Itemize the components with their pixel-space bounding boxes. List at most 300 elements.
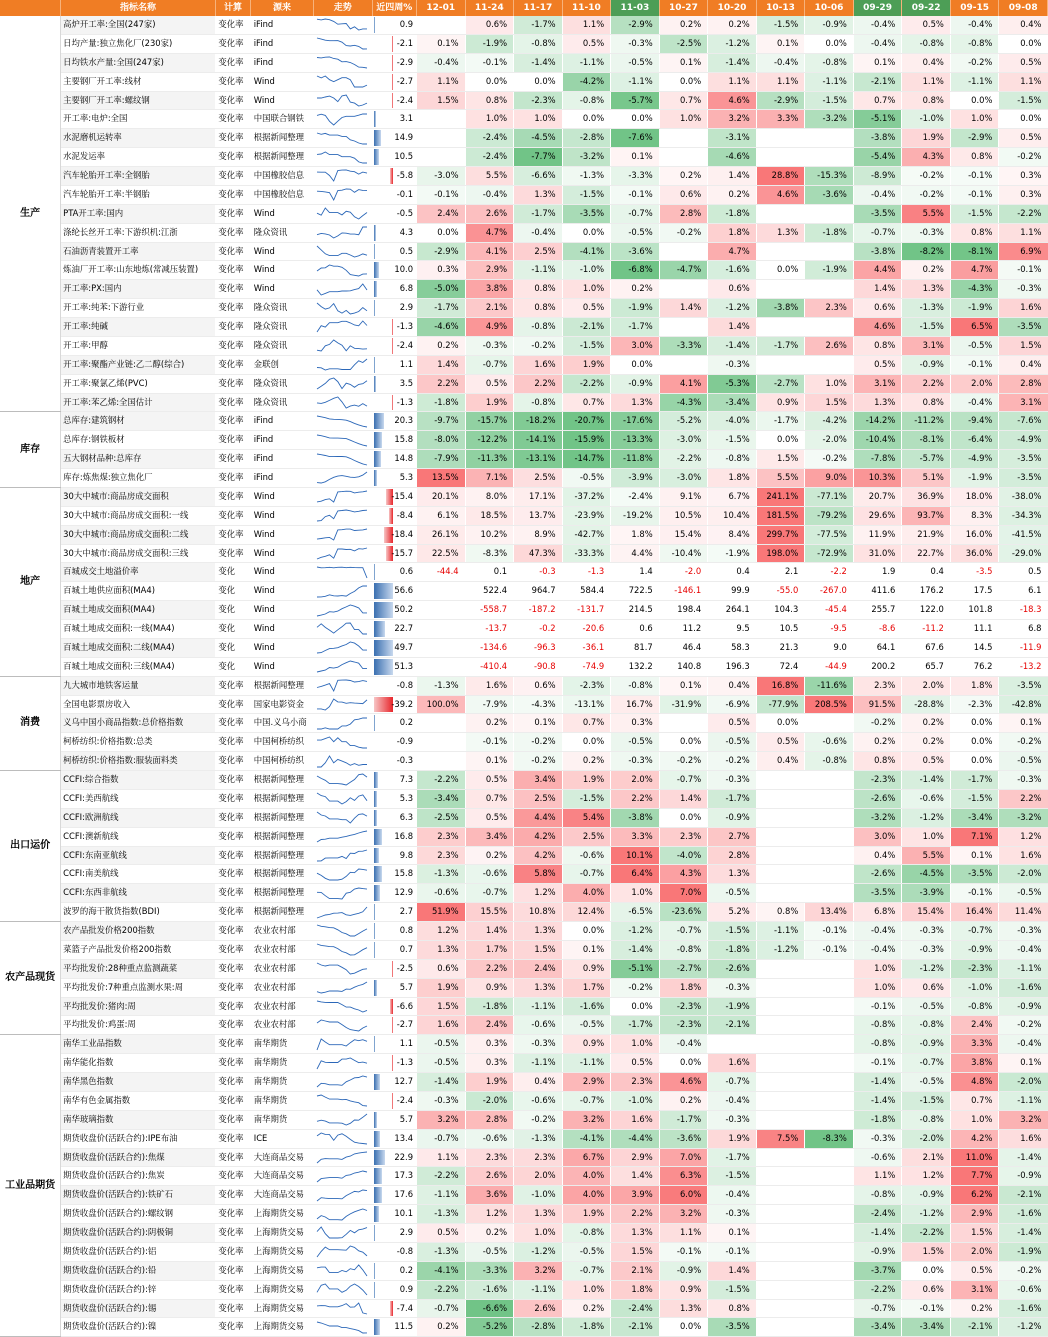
- value-cell[interactable]: 1.9%: [708, 1129, 757, 1148]
- table-row[interactable]: [0, 620, 1048, 639]
- value-cell[interactable]: 241.1%: [756, 487, 805, 506]
- value-cell[interactable]: 0.5%: [465, 374, 514, 393]
- value-cell[interactable]: -1.2%: [708, 34, 757, 53]
- value-cell[interactable]: 1.9%: [562, 1205, 611, 1224]
- value-cell[interactable]: 0.2%: [417, 1318, 466, 1337]
- value-cell[interactable]: -1.1%: [756, 922, 805, 941]
- value-cell[interactable]: -1.0%: [950, 978, 999, 997]
- value-cell[interactable]: -0.8%: [659, 940, 708, 959]
- value-cell[interactable]: 0.4%: [999, 355, 1048, 374]
- value-cell[interactable]: -31.9%: [659, 695, 708, 714]
- value-cell[interactable]: 22.5%: [417, 544, 466, 563]
- table-row[interactable]: [0, 752, 1048, 771]
- value-cell[interactable]: -0.3%: [999, 280, 1048, 299]
- value-cell[interactable]: 91.5%: [853, 695, 902, 714]
- value-cell[interactable]: -3.5%: [999, 469, 1048, 488]
- value-cell[interactable]: -2.0%: [805, 431, 854, 450]
- value-cell[interactable]: -8.3%: [465, 544, 514, 563]
- value-cell[interactable]: -1.5%: [950, 204, 999, 223]
- value-cell[interactable]: -1.4%: [417, 1073, 466, 1092]
- value-cell[interactable]: -0.7%: [465, 355, 514, 374]
- value-cell[interactable]: -0.9%: [902, 355, 951, 374]
- value-cell[interactable]: [659, 714, 708, 733]
- value-cell[interactable]: -0.1%: [999, 261, 1048, 280]
- value-cell[interactable]: 1.0%: [950, 110, 999, 129]
- value-cell[interactable]: 1.2%: [999, 827, 1048, 846]
- value-cell[interactable]: -37.2%: [562, 487, 611, 506]
- value-cell[interactable]: 0.3%: [465, 1054, 514, 1073]
- value-cell[interactable]: [708, 1035, 757, 1054]
- value-cell[interactable]: 0.0%: [950, 714, 999, 733]
- value-cell[interactable]: 1.1%: [902, 72, 951, 91]
- value-cell[interactable]: -0.5%: [708, 884, 757, 903]
- value-cell[interactable]: -0.3%: [708, 1205, 757, 1224]
- table-row[interactable]: [0, 1110, 1048, 1129]
- value-cell[interactable]: -2.2%: [902, 1224, 951, 1243]
- value-cell[interactable]: [756, 1186, 805, 1205]
- value-cell[interactable]: [756, 242, 805, 261]
- value-cell[interactable]: -4.1%: [562, 1129, 611, 1148]
- value-cell[interactable]: 2.8%: [465, 1110, 514, 1129]
- value-cell[interactable]: 181.5%: [756, 506, 805, 525]
- table-row[interactable]: [0, 657, 1048, 676]
- value-cell[interactable]: [756, 959, 805, 978]
- value-cell[interactable]: -1.5%: [902, 318, 951, 337]
- value-cell[interactable]: -4.5%: [514, 129, 563, 148]
- value-cell[interactable]: -6.8%: [611, 261, 660, 280]
- value-cell[interactable]: -1.7%: [708, 1148, 757, 1167]
- value-cell[interactable]: 4.6%: [708, 91, 757, 110]
- value-cell[interactable]: -0.4%: [853, 34, 902, 53]
- value-cell[interactable]: 1.4%: [853, 280, 902, 299]
- value-cell[interactable]: -0.2%: [999, 1261, 1048, 1280]
- value-cell[interactable]: 1.3%: [611, 393, 660, 412]
- value-cell[interactable]: -0.3%: [708, 771, 757, 790]
- value-cell[interactable]: 6.3%: [659, 1167, 708, 1186]
- value-cell[interactable]: -0.7%: [611, 204, 660, 223]
- value-cell[interactable]: 0.6%: [514, 676, 563, 695]
- value-cell[interactable]: 12.4%: [562, 903, 611, 922]
- value-cell[interactable]: -4.2%: [562, 72, 611, 91]
- value-cell[interactable]: -1.5%: [562, 336, 611, 355]
- value-cell[interactable]: 3.2%: [417, 1110, 466, 1129]
- value-cell[interactable]: -3.8%: [756, 299, 805, 318]
- value-cell[interactable]: 0.6: [611, 620, 660, 639]
- value-cell[interactable]: -4.1%: [417, 1261, 466, 1280]
- value-cell[interactable]: -15.3%: [805, 167, 854, 186]
- value-cell[interactable]: 0.0%: [756, 261, 805, 280]
- value-cell[interactable]: -15.9%: [562, 431, 611, 450]
- value-cell[interactable]: -23.6%: [659, 903, 708, 922]
- value-cell[interactable]: [805, 1205, 854, 1224]
- header-date[interactable]: 09-08: [999, 0, 1048, 16]
- value-cell[interactable]: -0.3%: [611, 34, 660, 53]
- value-cell[interactable]: -1.8%: [562, 1318, 611, 1337]
- value-cell[interactable]: 0.4%: [708, 676, 757, 695]
- value-cell[interactable]: [756, 355, 805, 374]
- table-row[interactable]: [0, 525, 1048, 544]
- value-cell[interactable]: 2.3%: [853, 676, 902, 695]
- value-cell[interactable]: 5.2%: [708, 903, 757, 922]
- value-cell[interactable]: 16.4%: [950, 903, 999, 922]
- value-cell[interactable]: 36.0%: [950, 544, 999, 563]
- value-cell[interactable]: -6.4%: [950, 431, 999, 450]
- value-cell[interactable]: 1.1%: [999, 72, 1048, 91]
- value-cell[interactable]: -0.7%: [659, 922, 708, 941]
- value-cell[interactable]: -0.2%: [853, 714, 902, 733]
- value-cell[interactable]: -1.6%: [708, 261, 757, 280]
- value-cell[interactable]: -0.7%: [417, 1129, 466, 1148]
- table-row[interactable]: [0, 167, 1048, 186]
- value-cell[interactable]: [417, 582, 466, 601]
- value-cell[interactable]: -4.5%: [902, 865, 951, 884]
- value-cell[interactable]: -8.1%: [902, 431, 951, 450]
- value-cell[interactable]: -0.2%: [708, 752, 757, 771]
- value-cell[interactable]: -3.1%: [708, 129, 757, 148]
- value-cell[interactable]: [659, 280, 708, 299]
- value-cell[interactable]: -5.1%: [611, 959, 660, 978]
- value-cell[interactable]: -3.2%: [999, 808, 1048, 827]
- value-cell[interactable]: [756, 1091, 805, 1110]
- value-cell[interactable]: -0.3%: [708, 1110, 757, 1129]
- value-cell[interactable]: [417, 16, 466, 34]
- value-cell[interactable]: 200.2: [853, 657, 902, 676]
- value-cell[interactable]: -1.6%: [999, 978, 1048, 997]
- value-cell[interactable]: -3.6%: [611, 242, 660, 261]
- value-cell[interactable]: 722.5: [611, 582, 660, 601]
- value-cell[interactable]: 2.9%: [950, 1205, 999, 1224]
- value-cell[interactable]: 1.4%: [659, 789, 708, 808]
- value-cell[interactable]: -1.7%: [756, 412, 805, 431]
- value-cell[interactable]: 9.0%: [805, 469, 854, 488]
- value-cell[interactable]: -0.9%: [611, 374, 660, 393]
- value-cell[interactable]: -1.2%: [902, 1205, 951, 1224]
- value-cell[interactable]: [756, 1318, 805, 1337]
- value-cell[interactable]: -0.9%: [902, 1035, 951, 1054]
- value-cell[interactable]: -2.2%: [562, 374, 611, 393]
- value-cell[interactable]: 0.7%: [659, 91, 708, 110]
- value-cell[interactable]: -0.1%: [950, 167, 999, 186]
- value-cell[interactable]: 47.3%: [514, 544, 563, 563]
- value-cell[interactable]: 0.2%: [708, 185, 757, 204]
- value-cell[interactable]: 6.9%: [999, 242, 1048, 261]
- value-cell[interactable]: [805, 978, 854, 997]
- value-cell[interactable]: -0.9%: [999, 1167, 1048, 1186]
- value-cell[interactable]: 0.0%: [659, 808, 708, 827]
- value-cell[interactable]: 0.6%: [902, 1280, 951, 1299]
- value-cell[interactable]: -1.5%: [902, 1091, 951, 1110]
- value-cell[interactable]: [756, 1016, 805, 1035]
- header-recent[interactable]: 近四周%: [372, 0, 416, 16]
- value-cell[interactable]: 208.5%: [805, 695, 854, 714]
- value-cell[interactable]: -13.3%: [611, 431, 660, 450]
- value-cell[interactable]: 0.1%: [514, 714, 563, 733]
- value-cell[interactable]: 198.4: [659, 601, 708, 620]
- value-cell[interactable]: 0.2%: [465, 1224, 514, 1243]
- value-cell[interactable]: -1.8%: [465, 997, 514, 1016]
- value-cell[interactable]: -0.1%: [950, 355, 999, 374]
- value-cell[interactable]: 3.6%: [465, 1186, 514, 1205]
- value-cell[interactable]: 81.7: [611, 638, 660, 657]
- value-cell[interactable]: -3.5: [950, 563, 999, 582]
- value-cell[interactable]: 4.7%: [950, 261, 999, 280]
- value-cell[interactable]: -0.2%: [514, 752, 563, 771]
- value-cell[interactable]: -0.7%: [562, 1261, 611, 1280]
- value-cell[interactable]: -0.4%: [950, 393, 999, 412]
- value-cell[interactable]: 15.5%: [465, 903, 514, 922]
- value-cell[interactable]: 104.3: [756, 601, 805, 620]
- value-cell[interactable]: [417, 620, 466, 639]
- value-cell[interactable]: -19.2%: [611, 506, 660, 525]
- value-cell[interactable]: [659, 129, 708, 148]
- value-cell[interactable]: [805, 789, 854, 808]
- table-row[interactable]: [0, 1242, 1048, 1261]
- value-cell[interactable]: 17.1%: [514, 487, 563, 506]
- value-cell[interactable]: -12.2%: [465, 431, 514, 450]
- value-cell[interactable]: 1.9%: [465, 393, 514, 412]
- value-cell[interactable]: 1.4%: [465, 922, 514, 941]
- value-cell[interactable]: -2.7%: [756, 374, 805, 393]
- table-row[interactable]: [0, 318, 1048, 337]
- value-cell[interactable]: [805, 827, 854, 846]
- value-cell[interactable]: 5.4%: [562, 808, 611, 827]
- value-cell[interactable]: 0.4%: [999, 16, 1048, 34]
- value-cell[interactable]: [805, 1318, 854, 1337]
- value-cell[interactable]: 11.9%: [853, 525, 902, 544]
- value-cell[interactable]: -3.2%: [562, 148, 611, 167]
- value-cell[interactable]: -6.5%: [611, 903, 660, 922]
- value-cell[interactable]: 16.8%: [756, 676, 805, 695]
- value-cell[interactable]: 0.8%: [708, 1299, 757, 1318]
- value-cell[interactable]: -2.9%: [756, 91, 805, 110]
- value-cell[interactable]: 1.8%: [950, 676, 999, 695]
- value-cell[interactable]: 0.5%: [465, 771, 514, 790]
- value-cell[interactable]: 0.3%: [611, 714, 660, 733]
- value-cell[interactable]: 0.7%: [562, 714, 611, 733]
- value-cell[interactable]: 2.5%: [514, 469, 563, 488]
- header-date[interactable]: 09-22: [902, 0, 951, 16]
- value-cell[interactable]: 2.5%: [514, 242, 563, 261]
- value-cell[interactable]: -11.2%: [902, 412, 951, 431]
- value-cell[interactable]: -4.3%: [950, 280, 999, 299]
- value-cell[interactable]: 255.7: [853, 601, 902, 620]
- value-cell[interactable]: -0.5%: [999, 884, 1048, 903]
- value-cell[interactable]: 2.3%: [465, 1148, 514, 1167]
- value-cell[interactable]: 51.9%: [417, 903, 466, 922]
- value-cell[interactable]: -4.1%: [562, 242, 611, 261]
- value-cell[interactable]: 2.1%: [611, 1261, 660, 1280]
- value-cell[interactable]: [805, 808, 854, 827]
- value-cell[interactable]: 8.9%: [514, 525, 563, 544]
- value-cell[interactable]: 0.2%: [902, 714, 951, 733]
- value-cell[interactable]: 0.9%: [659, 1280, 708, 1299]
- value-cell[interactable]: 4.7%: [708, 242, 757, 261]
- value-cell[interactable]: -1.1%: [562, 53, 611, 72]
- value-cell[interactable]: 101.8: [950, 601, 999, 620]
- value-cell[interactable]: [756, 865, 805, 884]
- value-cell[interactable]: 1.8%: [708, 469, 757, 488]
- value-cell[interactable]: 0.5%: [902, 16, 951, 34]
- value-cell[interactable]: 1.8%: [611, 1280, 660, 1299]
- value-cell[interactable]: -131.7: [562, 601, 611, 620]
- value-cell[interactable]: -0.9%: [659, 1261, 708, 1280]
- value-cell[interactable]: 2.0%: [950, 374, 999, 393]
- value-cell[interactable]: [756, 789, 805, 808]
- value-cell[interactable]: -558.7: [465, 601, 514, 620]
- value-cell[interactable]: -9.7%: [417, 412, 466, 431]
- value-cell[interactable]: [659, 355, 708, 374]
- value-cell[interactable]: -3.8%: [611, 808, 660, 827]
- value-cell[interactable]: -28.8%: [902, 695, 951, 714]
- value-cell[interactable]: -4.9%: [999, 431, 1048, 450]
- value-cell[interactable]: -0.7%: [659, 771, 708, 790]
- value-cell[interactable]: -1.0%: [514, 1186, 563, 1205]
- value-cell[interactable]: 2.1: [756, 563, 805, 582]
- value-cell[interactable]: 0.9%: [465, 978, 514, 997]
- value-cell[interactable]: 1.2%: [514, 884, 563, 903]
- value-cell[interactable]: -0.8%: [514, 34, 563, 53]
- value-cell[interactable]: -0.8%: [853, 1035, 902, 1054]
- value-cell[interactable]: -2.4%: [611, 1299, 660, 1318]
- value-cell[interactable]: -14.7%: [562, 450, 611, 469]
- value-cell[interactable]: 1.2%: [465, 1205, 514, 1224]
- value-cell[interactable]: 4.1%: [659, 374, 708, 393]
- value-cell[interactable]: -1.6%: [999, 1299, 1048, 1318]
- value-cell[interactable]: 5.5%: [902, 204, 951, 223]
- value-cell[interactable]: 6.2%: [950, 1186, 999, 1205]
- value-cell[interactable]: -4.0%: [708, 412, 757, 431]
- value-cell[interactable]: -0.5%: [562, 469, 611, 488]
- value-cell[interactable]: 18.5%: [465, 506, 514, 525]
- value-cell[interactable]: -0.8%: [611, 676, 660, 695]
- value-cell[interactable]: -1.1%: [999, 1091, 1048, 1110]
- value-cell[interactable]: -0.5%: [417, 1035, 466, 1054]
- value-cell[interactable]: 0.1%: [611, 148, 660, 167]
- value-cell[interactable]: [805, 148, 854, 167]
- value-cell[interactable]: 1.4%: [708, 167, 757, 186]
- value-cell[interactable]: -2.3%: [659, 997, 708, 1016]
- value-cell[interactable]: 22.7%: [902, 544, 951, 563]
- value-cell[interactable]: -0.2%: [659, 223, 708, 242]
- value-cell[interactable]: -2.2%: [417, 771, 466, 790]
- value-cell[interactable]: 1.8%: [708, 223, 757, 242]
- value-cell[interactable]: 36.9%: [902, 487, 951, 506]
- value-cell[interactable]: -3.2%: [853, 808, 902, 827]
- value-cell[interactable]: -1.9%: [611, 299, 660, 318]
- value-cell[interactable]: -0.3: [514, 563, 563, 582]
- value-cell[interactable]: -1.4%: [999, 1224, 1048, 1243]
- table-row[interactable]: [0, 110, 1048, 129]
- value-cell[interactable]: 1.4%: [708, 1261, 757, 1280]
- value-cell[interactable]: 16.7%: [611, 695, 660, 714]
- value-cell[interactable]: [805, 714, 854, 733]
- value-cell[interactable]: 3.1%: [902, 336, 951, 355]
- value-cell[interactable]: -6.6%: [465, 1299, 514, 1318]
- value-cell[interactable]: 1.9: [853, 563, 902, 582]
- value-cell[interactable]: -0.1%: [611, 185, 660, 204]
- value-cell[interactable]: 9.5: [708, 620, 757, 639]
- value-cell[interactable]: -3.0%: [659, 469, 708, 488]
- table-row[interactable]: [0, 922, 1048, 941]
- value-cell[interactable]: -0.2%: [902, 167, 951, 186]
- value-cell[interactable]: 1.4: [611, 563, 660, 582]
- value-cell[interactable]: -3.4%: [417, 789, 466, 808]
- value-cell[interactable]: 0.0%: [562, 110, 611, 129]
- value-cell[interactable]: 1.4%: [708, 318, 757, 337]
- value-cell[interactable]: -3.4%: [708, 393, 757, 412]
- table-row[interactable]: [0, 355, 1048, 374]
- value-cell[interactable]: -2.6%: [853, 865, 902, 884]
- value-cell[interactable]: -2.0: [659, 563, 708, 582]
- value-cell[interactable]: -1.1%: [514, 997, 563, 1016]
- value-cell[interactable]: 0.2%: [611, 280, 660, 299]
- table-row[interactable]: [0, 714, 1048, 733]
- value-cell[interactable]: 0.0%: [805, 34, 854, 53]
- value-cell[interactable]: -410.4: [465, 657, 514, 676]
- value-cell[interactable]: 1.1%: [853, 1167, 902, 1186]
- value-cell[interactable]: 2.3%: [611, 1073, 660, 1092]
- value-cell[interactable]: 64.1: [853, 638, 902, 657]
- value-cell[interactable]: 4.6%: [853, 318, 902, 337]
- value-cell[interactable]: 1.5%: [611, 1242, 660, 1261]
- value-cell[interactable]: -3.4%: [853, 1318, 902, 1337]
- value-cell[interactable]: 0.8%: [902, 393, 951, 412]
- table-row[interactable]: [0, 16, 1048, 34]
- value-cell[interactable]: 10.3%: [853, 469, 902, 488]
- value-cell[interactable]: -1.1%: [999, 959, 1048, 978]
- value-cell[interactable]: 10.2%: [465, 525, 514, 544]
- value-cell[interactable]: -5.3%: [708, 374, 757, 393]
- value-cell[interactable]: 4.7%: [465, 223, 514, 242]
- value-cell[interactable]: 1.6%: [708, 1054, 757, 1073]
- value-cell[interactable]: [417, 752, 466, 771]
- value-cell[interactable]: 0.9%: [756, 393, 805, 412]
- value-cell[interactable]: 2.4%: [417, 204, 466, 223]
- table-row[interactable]: [0, 450, 1048, 469]
- table-row[interactable]: [0, 1054, 1048, 1073]
- value-cell[interactable]: 13.7%: [514, 506, 563, 525]
- value-cell[interactable]: 0.0%: [950, 733, 999, 752]
- value-cell[interactable]: 2.3%: [417, 827, 466, 846]
- value-cell[interactable]: -0.4%: [708, 1186, 757, 1205]
- value-cell[interactable]: -3.4%: [950, 808, 999, 827]
- value-cell[interactable]: -1.9%: [708, 997, 757, 1016]
- header-date[interactable]: 11-24: [465, 0, 514, 16]
- value-cell[interactable]: -0.6%: [465, 865, 514, 884]
- value-cell[interactable]: -2.3%: [950, 959, 999, 978]
- value-cell[interactable]: [756, 280, 805, 299]
- value-cell[interactable]: 1.7%: [562, 978, 611, 997]
- value-cell[interactable]: 1.1%: [562, 16, 611, 34]
- value-cell[interactable]: [417, 148, 466, 167]
- value-cell[interactable]: 5.1%: [902, 469, 951, 488]
- value-cell[interactable]: 4.4%: [514, 808, 563, 827]
- value-cell[interactable]: -14.2%: [853, 412, 902, 431]
- value-cell[interactable]: 0.4%: [902, 53, 951, 72]
- value-cell[interactable]: [805, 771, 854, 790]
- value-cell[interactable]: 176.2: [902, 582, 951, 601]
- value-cell[interactable]: 0.7%: [562, 393, 611, 412]
- table-row[interactable]: [0, 374, 1048, 393]
- value-cell[interactable]: 2.4%: [950, 1016, 999, 1035]
- value-cell[interactable]: -2.4%: [465, 129, 514, 148]
- value-cell[interactable]: 1.0%: [805, 374, 854, 393]
- value-cell[interactable]: 13.5%: [417, 469, 466, 488]
- value-cell[interactable]: 1.9%: [562, 771, 611, 790]
- value-cell[interactable]: [805, 1224, 854, 1243]
- value-cell[interactable]: 0.2%: [902, 261, 951, 280]
- value-cell[interactable]: 0.0%: [756, 431, 805, 450]
